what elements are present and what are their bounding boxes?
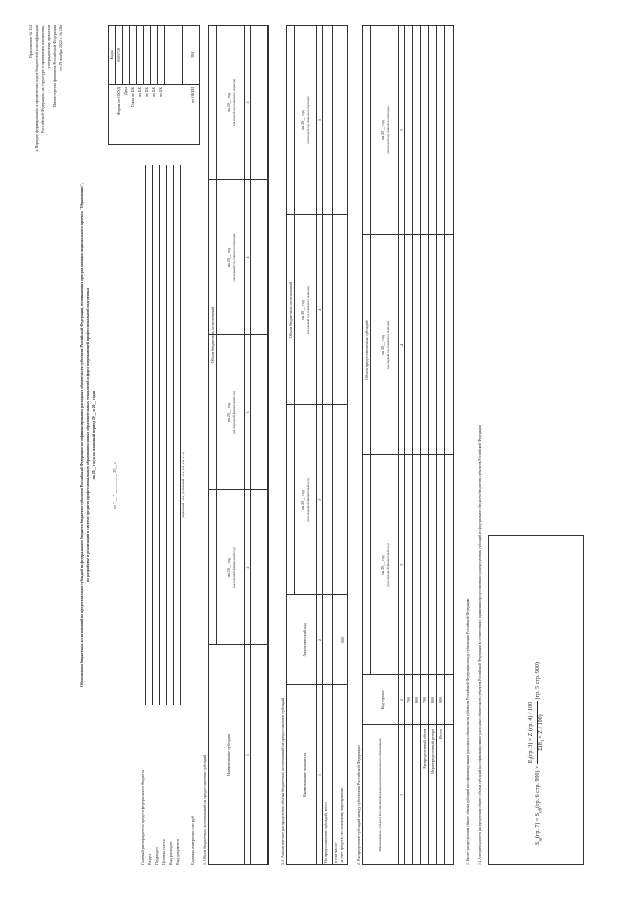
s11-num4: 4 xyxy=(317,309,322,311)
s11-group: Объем бюджетных ассигнований xyxy=(288,281,293,339)
section11-title: 1.1. Аналитическое распределение объема бюджетных ассигнований на предоставление субсидий xyxy=(280,697,285,865)
s2-col1-year: на 20__ год xyxy=(380,555,385,575)
s1-group: Объем бюджетных ассигнований xyxy=(210,306,215,364)
s1-num4: 4 xyxy=(245,256,250,259)
s11-col-name: Наименование показателя xyxy=(302,752,307,798)
s2-num4: 4 xyxy=(399,344,404,346)
units-label: Единица измерения: тыс руб xyxy=(190,816,195,865)
appendix-line6: от 29 ноября 2022 г. № 18н xyxy=(58,25,63,71)
s11-col1-year: на 20__ год xyxy=(300,490,305,510)
s11-num5: 5 xyxy=(317,119,322,121)
s2-summary-total: Итого xyxy=(438,729,443,740)
s11-num2: 2 xyxy=(317,639,322,641)
chapter-label: Глава по БК xyxy=(130,87,135,108)
date-label: Дата xyxy=(123,87,128,95)
s11-row-total: На предоставление субсидий, всего xyxy=(323,802,328,863)
s2-summary-distributed: Распределенный объем xyxy=(422,729,427,769)
section3-subtitle: 3.1 Алгоритм расчета распределения общего объема субсидий на софинансирование расходных обязательств субъектов Российской Федерации в соответствии с правилами предоставления и распределения субсидий из федерального бюджета бюджетам субъектов Российской Федерации xyxy=(478,425,482,865)
document-type-note: (первичный - «0», уточненный - «1», «2», «3», «...») xyxy=(181,452,185,518)
formula-fraction: $E_i(гр$. 3) × Z (гр. 4) / 100 $\Sigma(E_i \times Z / 100)$ xyxy=(528,701,547,764)
code-label-4: по БК xyxy=(158,87,163,98)
s2-row-code-2: 800 xyxy=(414,697,419,703)
field-subsection: Подраздел xyxy=(154,847,159,865)
field-document-type: Вид документа xyxy=(175,839,180,865)
appendix-line4: утвержденному приказом xyxy=(46,25,51,69)
appendix-line3: Российской Федерации, их структуре и принципам назначения, xyxy=(40,25,45,134)
s1-col2-note: (на очередной финансовый год) xyxy=(232,390,236,435)
s2-col-name: Наименование субъекта Российской Федерации/муниципального образования xyxy=(378,738,382,852)
s2-col2-year: на 20__ год xyxy=(380,335,385,355)
document-title-line1: Обоснования бюджетных ассигнований на предоставление субсидий из федерального бюджета бюджетам субъектов Российской Федерации на софинансирование расходных обязательств субъектов Российской Федерации, возникающих при реализации национального проекта "Образование", xyxy=(80,183,84,687)
s11-col1-note: (на очередной финансовый год) xyxy=(306,478,310,522)
appendix-line2: к Порядку формирования и применения кодов бюджетной классификации xyxy=(34,25,39,152)
s1-col4-note: (на второй год планового периода) xyxy=(232,79,236,126)
s1-num3: 3 xyxy=(245,411,250,414)
s1-col-name: Наименование субсидии xyxy=(226,734,231,776)
document-title-line3: на 20__ год и на плановый период 20__ и 20__ годов xyxy=(92,390,96,480)
section2-title: 2. Распределение субсидий между субъектами Российской Федерации xyxy=(356,745,361,865)
s2-num2: 2 xyxy=(399,699,404,701)
appendix-line5: Министерства финансов Российской Федерации xyxy=(52,25,57,108)
s1-col2-year: на 20__ год xyxy=(226,402,231,423)
document-title-line2: по разработке и реализации в системе среднего профессионального образования новых образовательных технологий и форм опережающей профессиональной подготовки xyxy=(86,288,90,582)
field-expense-type: Вид расходов xyxy=(168,842,173,865)
section1-table xyxy=(208,25,268,865)
codes-head: Коды xyxy=(109,50,114,60)
okei-label: по ОКЕИ xyxy=(190,87,195,104)
allocation-formula: $S_{ia}(гр$. $7) = S_{об}(гр$. 6 стр. 900) × $E_i(гр$. 3) × Z (гр. 4) / 100 $\Sigma(E_i \times Z / 100)$ (гр. 5 стр. 900) xyxy=(528,662,547,845)
s2-col3-note: (на второй год планового периода) xyxy=(386,106,390,154)
s2-summary-reserve: Нераспределенный резерв xyxy=(430,729,435,774)
s2-row-code-1: 700 xyxy=(406,697,411,703)
s2-num1: 1 xyxy=(399,794,404,796)
s11-col3-year: на 20__ год xyxy=(300,110,305,130)
section3-title: 3. Расчет распределения общего объема субсидий на софинансирование расходных обязательств субъектов Российской Федерации между субъектами Российской Федерации xyxy=(466,598,470,865)
okud-value: 0505718 xyxy=(116,48,121,62)
section1-title: 1. Объем бюджетных ассигнований на предоставление субсидий xyxy=(202,754,207,865)
field-main-manager: Главный распорядитель средств федерального бюджета xyxy=(140,770,145,865)
appendix-line1: Приложение № 114 xyxy=(28,25,33,59)
field-section: Раздел xyxy=(147,853,152,865)
code-label-2: по БК xyxy=(144,87,149,98)
okud-label: Форма по ОКУД xyxy=(116,87,121,116)
s2-summary-total-code: 900 xyxy=(438,697,443,703)
s1-col3-note: (на первый год планового периода) xyxy=(232,233,236,282)
s11-col2-year: на 20__ год xyxy=(300,300,305,320)
s2-num5: 5 xyxy=(399,129,404,131)
s2-col-code: Код строки xyxy=(380,690,385,710)
s1-col3-year: на 20__ год xyxy=(226,247,231,268)
s2-col1-note: (на очередной финансовый год) xyxy=(386,543,390,587)
s2-group: Объем предоставляемых субсидий xyxy=(364,320,369,380)
field-target-item: Целевая статья xyxy=(161,839,166,865)
s11-num3: 3 xyxy=(317,499,322,501)
s1-num5: 5 xyxy=(245,101,250,104)
s2-summary-reserve-code: 800 xyxy=(430,697,435,703)
s1-num1: 1 xyxy=(245,754,250,756)
s2-col3-year: на 20__ год xyxy=(380,120,385,140)
s11-total-code: 000 xyxy=(340,637,345,643)
s1-col4-year: на 20__ год xyxy=(226,92,231,113)
s11-row-incl: в том числе: xyxy=(333,842,338,863)
s1-col1-note: (на текущий финансовый год) xyxy=(232,547,236,588)
s11-col-code: Аналитический код xyxy=(302,623,307,657)
okei-code: 384 xyxy=(190,52,195,58)
s2-num3: 3 xyxy=(399,564,404,566)
s2-summary-distributed-code: 700 xyxy=(422,697,427,703)
code-label-3: по БК xyxy=(151,87,156,98)
date-line: от " __ " __________ 20__ г. xyxy=(112,461,117,509)
s11-col2-note: (на первый год планового периода) xyxy=(306,286,310,334)
s1-col1-year: на 20__ год xyxy=(226,557,231,578)
s1-num2: 2 xyxy=(245,566,250,569)
s11-row-main: за счет средств, по основному мероприятию xyxy=(339,787,344,863)
code-label-1: по БК xyxy=(137,87,142,98)
s11-col3-note: (на второй год планового периода) xyxy=(306,96,310,144)
s11-num1: 1 xyxy=(317,774,322,776)
s2-col2-note: (на первый год планового периода) xyxy=(386,321,390,369)
